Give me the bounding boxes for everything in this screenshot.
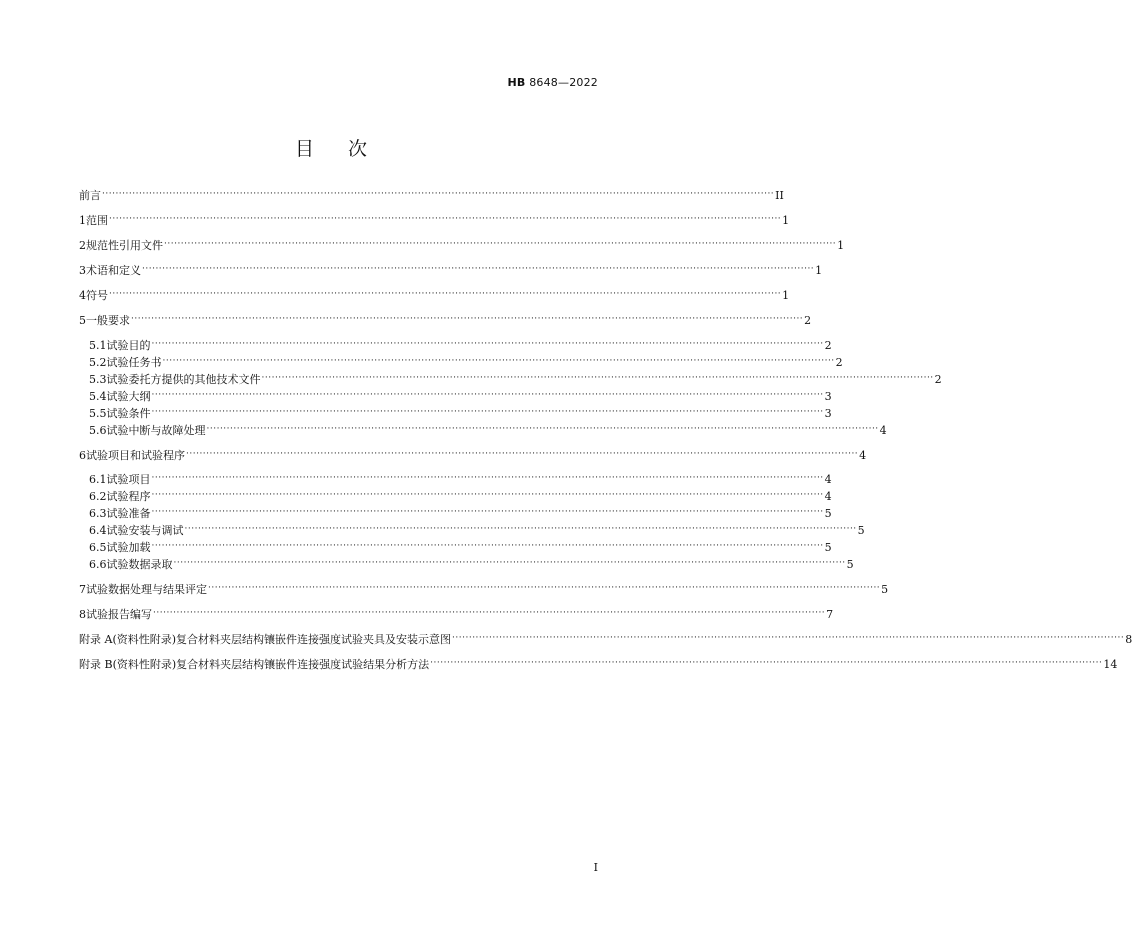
toc-label: 试验数据录取 xyxy=(106,558,173,571)
toc-number: 5.2 xyxy=(89,356,107,369)
toc-leader: ········································································································································································································ xyxy=(102,189,775,199)
toc-label: 试验准备 xyxy=(106,507,151,520)
toc-number: 5 xyxy=(79,314,86,327)
toc-label: 前言 xyxy=(79,189,101,202)
toc-page: 8 xyxy=(1125,633,1132,646)
toc-leader: ········································································································································································································ xyxy=(184,524,857,534)
toc-number: 6.5 xyxy=(89,541,107,554)
toc-leader: ········································································································································································································ xyxy=(151,490,824,500)
toc-leader: ········································································································································································································ xyxy=(153,608,826,618)
toc-page: 4 xyxy=(824,473,832,486)
toc-label: 试验程序 xyxy=(106,490,151,503)
toc-page: 4 xyxy=(879,424,887,437)
toc-label: 规范性引用文件 xyxy=(86,239,163,252)
toc-number: 6.1 xyxy=(89,473,107,486)
toc-page: 2 xyxy=(934,373,942,386)
toc-entry-6-2[interactable] xyxy=(89,486,832,503)
toc-entry-5-3[interactable] xyxy=(89,369,942,386)
toc-number: 5.3 xyxy=(89,373,107,386)
toc-page: 5 xyxy=(824,507,832,520)
toc-label: 试验项目 xyxy=(106,473,151,486)
standard-code xyxy=(508,76,599,89)
toc-entry-appendix-b[interactable] xyxy=(79,654,1118,671)
toc-entry-7[interactable] xyxy=(79,579,889,596)
toc-entry-5-1[interactable] xyxy=(89,335,832,352)
toc-entry-5-2[interactable] xyxy=(89,352,843,369)
toc-entry-6-4[interactable] xyxy=(89,520,865,537)
toc-number: 6.4 xyxy=(89,524,107,537)
toc-number: 6.3 xyxy=(89,507,107,520)
toc-number: 4 xyxy=(79,289,86,302)
toc-number: 6 xyxy=(79,449,86,462)
toc-label: 试验目的 xyxy=(106,339,151,352)
toc-page: 3 xyxy=(824,407,832,420)
toc-label: 试验大纲 xyxy=(106,390,151,403)
toc-label: 符号 xyxy=(86,289,108,302)
toc-label: 试验加载 xyxy=(106,541,151,554)
toc-page: 5 xyxy=(846,558,854,571)
toc-entry-6[interactable] xyxy=(79,445,867,462)
toc-entry-5-6[interactable] xyxy=(89,420,887,437)
toc-entry-6-3[interactable] xyxy=(89,503,832,520)
toc-label: 试验项目和试验程序 xyxy=(86,449,185,462)
toc-number: 5.1 xyxy=(89,339,107,352)
toc-label: 一般要求 xyxy=(86,314,130,327)
toc-number: 2 xyxy=(79,239,86,252)
toc-number: 5.6 xyxy=(89,424,107,437)
toc-page: 3 xyxy=(824,390,832,403)
toc-leader: ········································································································································································································ xyxy=(151,407,824,417)
toc-number: 5.4 xyxy=(89,390,107,403)
toc-entry-6-5[interactable] xyxy=(89,537,832,554)
toc-page: 5 xyxy=(881,583,889,596)
toc-page: 1 xyxy=(782,214,790,227)
toc-page: 1 xyxy=(782,289,790,302)
toc-leader: ········································································································································································································ xyxy=(164,239,837,249)
toc-leader: ········································································································································································································ xyxy=(261,373,934,383)
standard-code-prefix: HB xyxy=(507,76,526,89)
toc-page: 1 xyxy=(837,239,845,252)
toc-leader: ········································································································································································································ xyxy=(173,558,846,568)
toc-entry-8[interactable] xyxy=(79,604,834,621)
toc-number: 6.2 xyxy=(89,490,107,503)
toc-page: 4 xyxy=(859,449,867,462)
toc-page: 4 xyxy=(824,490,832,503)
toc-entry-4[interactable] xyxy=(79,285,790,302)
toc-number: 附录 A(资料性附录) xyxy=(79,633,177,646)
toc-entry-5-5[interactable] xyxy=(89,403,832,420)
toc-leader: ········································································································································································································ xyxy=(142,264,815,274)
toc-entry-2[interactable] xyxy=(79,235,845,252)
toc-label: 复合材料夹层结构镶嵌件连接强度试验夹具及安装示意图 xyxy=(176,633,452,646)
toc-number: 1 xyxy=(79,214,86,227)
toc-leader: ········································································································································································································ xyxy=(452,633,1125,643)
toc-page: II xyxy=(775,189,784,202)
toc-leader: ········································································································································································································ xyxy=(151,507,824,517)
toc-label: 试验条件 xyxy=(106,407,151,420)
toc-entry-6-1[interactable] xyxy=(89,469,832,486)
toc-entry-6-6[interactable] xyxy=(89,554,854,571)
toc-entry-foreword[interactable] xyxy=(79,185,784,202)
toc-entry-appendix-a[interactable] xyxy=(79,629,1132,646)
toc-label: 复合材料夹层结构镶嵌件连接强度试验结果分析方法 xyxy=(176,658,430,671)
toc-number: 5.5 xyxy=(89,407,107,420)
toc-leader: ········································································································································································································ xyxy=(151,541,824,551)
standard-code-number: 8648—2022 xyxy=(529,76,598,89)
toc-label: 试验报告编写 xyxy=(86,608,152,621)
toc-page: 2 xyxy=(824,339,832,352)
toc-label: 试验任务书 xyxy=(106,356,162,369)
toc-label: 试验安装与调试 xyxy=(106,524,184,537)
toc-entry-1[interactable] xyxy=(79,210,790,227)
toc-entry-3[interactable] xyxy=(79,260,823,277)
toc-page: 14 xyxy=(1103,658,1118,671)
page-title: 目次 xyxy=(294,138,401,160)
toc-leader: ········································································································································································································ xyxy=(131,314,804,324)
toc-page: 5 xyxy=(824,541,832,554)
toc-page: 5 xyxy=(857,524,865,537)
toc-leader: ········································································································································································································ xyxy=(206,424,879,434)
page-number: I xyxy=(593,861,598,874)
toc-number: 3 xyxy=(79,264,86,277)
toc-number: 6.6 xyxy=(89,558,107,571)
toc-leader: ········································································································································································································ xyxy=(109,289,782,299)
toc-leader: ········································································································································································································ xyxy=(186,449,859,459)
toc-number: 8 xyxy=(79,608,86,621)
toc-label: 试验委托方提供的其他技术文件 xyxy=(106,373,261,386)
toc-number: 7 xyxy=(79,583,86,596)
toc-page: 2 xyxy=(804,314,812,327)
toc-leader: ········································································································································································································ xyxy=(151,473,824,483)
toc-leader: ········································································································································································································ xyxy=(208,583,881,593)
toc-label: 范围 xyxy=(86,214,108,227)
toc-label: 试验中断与故障处理 xyxy=(106,424,206,437)
toc-entry-5[interactable] xyxy=(79,310,812,327)
toc-label: 试验数据处理与结果评定 xyxy=(86,583,207,596)
toc-page: 7 xyxy=(826,608,834,621)
toc-leader: ········································································································································································································ xyxy=(151,390,824,400)
toc-number: 附录 B(资料性附录) xyxy=(79,658,177,671)
toc-entry-5-4[interactable] xyxy=(89,386,832,403)
toc-leader: ········································································································································································································ xyxy=(162,356,835,366)
toc-leader: ········································································································································································································ xyxy=(151,339,824,349)
toc-label: 术语和定义 xyxy=(86,264,141,277)
toc-page: 1 xyxy=(815,264,823,277)
toc-leader: ········································································································································································································ xyxy=(430,658,1103,668)
toc-leader: ········································································································································································································ xyxy=(109,214,782,224)
toc-page: 2 xyxy=(835,356,843,369)
